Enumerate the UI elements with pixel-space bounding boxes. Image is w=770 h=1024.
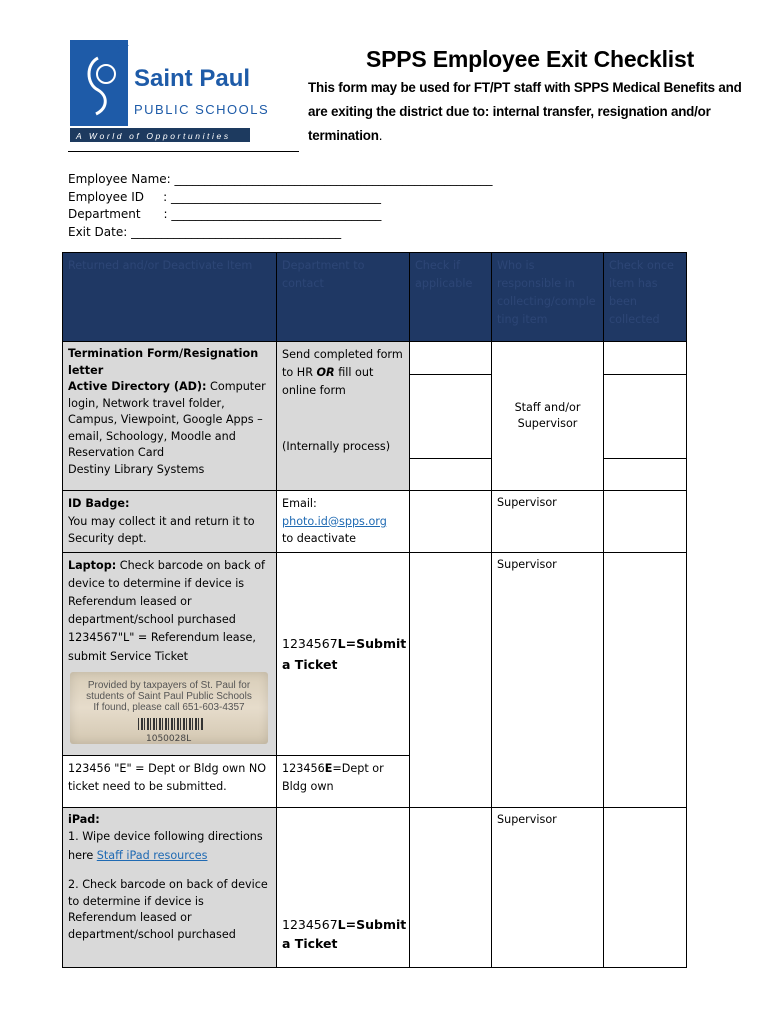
sticker-line2: students of Saint Paul Public Schools [86, 690, 252, 702]
check-once-laptop[interactable] [604, 552, 687, 807]
id-badge-item [63, 491, 277, 553]
email-tail: to deactivate [282, 532, 357, 545]
dept-own-department [277, 755, 410, 807]
supervisor-label: Supervisor [497, 557, 557, 571]
who-id-badge [492, 491, 604, 553]
dept-own-tail: =Dept or Bldg own [282, 761, 384, 793]
laptop-ticket-num: 1234567 [282, 635, 338, 651]
header-check-once [604, 253, 687, 342]
header-item-label: Returned and/or Deactivate Item [68, 259, 253, 272]
termination-department [277, 342, 410, 491]
check-once-id-badge[interactable] [604, 491, 687, 553]
laptop-desc: Check barcode on back of device to determine if device is Referendum leased or department/school purchased 1234567"L" = Referendum lease, submit Service Ticket [68, 558, 265, 663]
header-item [63, 253, 277, 342]
laptop-department [277, 552, 410, 755]
dept-own-desc: 123456 "E" = Dept or Bldg own NO ticket need to be submitted. [68, 761, 267, 793]
sticker-code: 1050028L [146, 733, 192, 744]
ipad-step2: 2. Check barcode on back of device to determine if device is Referendum leased or department/school purchased [68, 878, 268, 941]
laptop-item [63, 552, 277, 755]
subtitle-text: This form may be used for FT/PT staff with SPPS Medical Benefits and are exiting the district due to: internal transfer, resignation and/or termination [308, 80, 742, 143]
employee-id-field[interactable]: Employee ID : ___________________________________ [68, 189, 381, 204]
check-if-id-badge[interactable] [410, 491, 492, 553]
laptop-ticket-action: L=Submit a Ticket [282, 635, 407, 672]
id-badge-desc: You may collect it and return it to Security dept. [68, 514, 255, 545]
ipad-ticket-action: L=Submit a Ticket [282, 916, 407, 951]
header-department [277, 253, 410, 342]
check-once-termination[interactable] [604, 342, 687, 375]
who-laptop [492, 552, 604, 807]
photo-id-email-link[interactable]: photo.id@spps.org [282, 514, 387, 528]
ad-desc: Computer login, Network travel folder, Campus, Viewpoint, Google Apps – email, Schoology, Moodle and Reservation Card [68, 380, 266, 459]
logo-line1: Saint Paul [134, 65, 251, 92]
check-once-ad[interactable] [604, 375, 687, 459]
spps-logo [68, 38, 270, 144]
dept-own-num: 123456 [282, 761, 325, 775]
send-form-or: OR [316, 366, 335, 379]
check-if-destiny[interactable] [410, 459, 492, 491]
logo-underline [68, 151, 299, 152]
ipad-item [63, 807, 277, 967]
ipad-ticket-num: 1234567 [282, 916, 338, 932]
ipad-title: iPad: [68, 812, 100, 826]
send-form-text: Send completed form to HR [282, 348, 403, 379]
subtitle-period: . [378, 128, 383, 143]
exit-checklist-table [62, 252, 687, 968]
table-row [63, 491, 687, 553]
check-once-destiny[interactable] [604, 459, 687, 491]
department-field[interactable]: Department : ___________________________________ [68, 207, 382, 221]
header-check-once-label: Check once item has been collected [609, 259, 674, 326]
id-badge-department [277, 491, 410, 553]
asset-sticker-image [70, 672, 268, 744]
header-check-if-label: Check if applicable [415, 259, 473, 290]
check-if-laptop[interactable] [410, 552, 492, 807]
destiny-label: Destiny Library Systems [68, 462, 205, 476]
header-department-label: Department to contact [282, 259, 365, 290]
barcode-icon [138, 718, 204, 730]
table-row [63, 342, 687, 375]
header-check-if [410, 253, 492, 342]
ad-title: Active Directory (AD): [68, 380, 207, 393]
laptop-title: Laptop: [68, 558, 117, 572]
header-who [492, 253, 604, 342]
check-if-termination[interactable] [410, 342, 492, 375]
email-label: Email: [282, 497, 317, 510]
employee-name-field[interactable]: Employee Name: _____________________________________________________ [68, 172, 493, 186]
logo-line2: PUBLIC SCHOOLS [134, 102, 270, 117]
send-form-text-2: fill out online form [282, 366, 374, 397]
logo-tagline: A World of Opportunities [76, 131, 231, 141]
staff-ipad-resources-link[interactable]: Staff iPad resources [96, 848, 208, 862]
exit-date-field[interactable]: Exit Date: ___________________________________ [68, 224, 342, 239]
page-title: SPPS Employee Exit Checklist [366, 46, 695, 72]
employee-info [68, 171, 493, 241]
supervisor-label: Supervisor [497, 496, 557, 509]
termination-ad-item [63, 342, 277, 491]
sticker-line1: Provided by taxpayers of St. Paul for [87, 679, 251, 691]
ipad-step1: 1. Wipe device following directions here [68, 830, 263, 862]
who-ipad [492, 807, 604, 967]
id-badge-title: ID Badge: [68, 497, 130, 510]
check-if-ad[interactable] [410, 375, 492, 459]
dept-own-item [63, 755, 277, 807]
ipad-department [277, 807, 410, 967]
staff-supervisor-label: Staff and/or Supervisor [514, 400, 581, 430]
who-staff-supervisor [492, 342, 604, 491]
dept-own-letter: E [324, 761, 333, 775]
table-row [63, 807, 687, 967]
table-header-row [63, 253, 687, 342]
supervisor-label: Supervisor [497, 812, 557, 826]
sticker-line3: If found, please call 651-603-4357 [93, 701, 245, 713]
page-subtitle [308, 76, 748, 148]
check-if-ipad[interactable] [410, 807, 492, 967]
header-who-label: Who is responsible in collecting/comple ting item [497, 259, 596, 326]
table-row [63, 552, 687, 755]
check-once-ipad[interactable] [604, 807, 687, 967]
internally-process: (Internally process) [282, 440, 391, 453]
termination-title: Termination Form/Resignation letter [68, 347, 259, 377]
